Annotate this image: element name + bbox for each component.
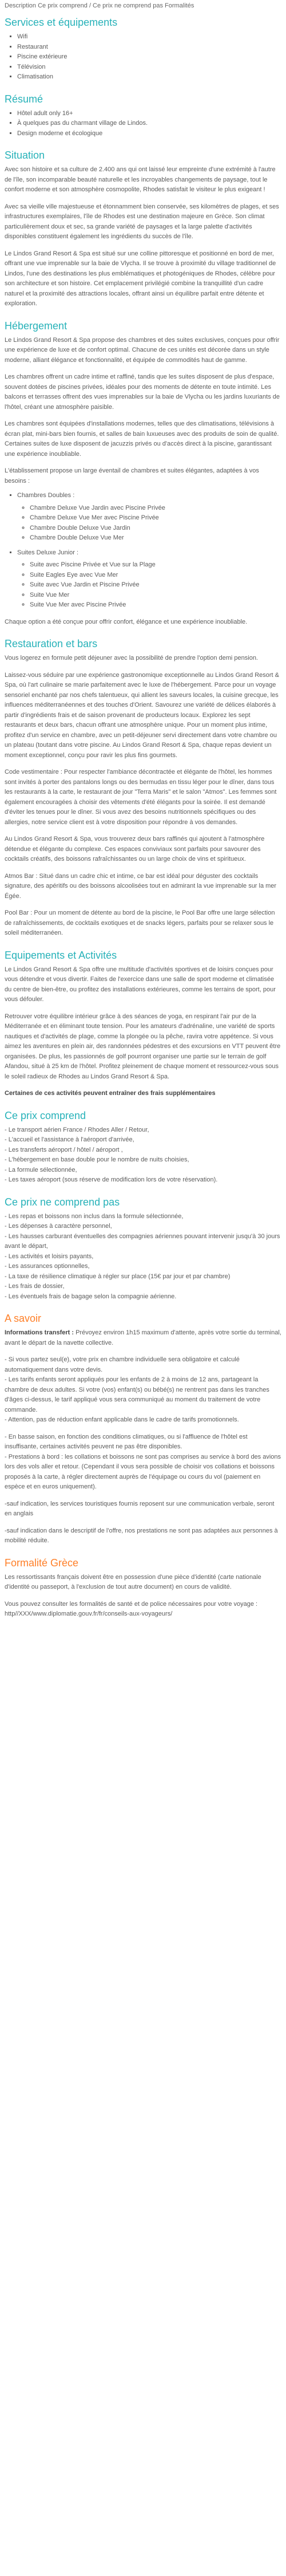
a-savoir-list-2	[5, 1432, 281, 1492]
list-item: - Les frais de dossier,	[5, 1283, 65, 1290]
list-item: - Les transferts aéroport / hôtel / aéroport ,	[5, 1146, 123, 1153]
list-item: - La formule sélectionnée,	[5, 1166, 77, 1173]
formalite-title: Formalité Grèce	[5, 1557, 79, 1569]
paragraph-bold: Certaines de ces activités peuvent entraîner des frais supplémentaires	[5, 1090, 216, 1097]
list-item: - Les repas et boissons non inclus dans la formule sélectionnée,	[5, 1212, 184, 1220]
list-item: - La taxe de résilience climatique à régler sur place (15€ par jour et par chambre)	[5, 1273, 231, 1280]
list-item: - Les assurances optionnelles,	[5, 1263, 90, 1270]
list-item: ▪ Hôtel adult only 16+	[17, 109, 281, 119]
list-item: - Les activités et loisirs payants,	[5, 1252, 94, 1260]
resume-list	[5, 109, 281, 139]
list-item: ▪ Restaurant	[17, 42, 281, 53]
services-list	[5, 32, 281, 82]
paragraph: Retrouver votre équilibre intérieur grâce à des séances de yoga, en respirant l'air pur de la Méditerranée et en éliminant toute tension. Pour les amateurs d'adrénaline, une variété de sports nautiques et d'activités de plage, comme la plongée ou la pêche, ravira votre appétence. Si vous aimez les aventures en plein air, des randonnées pédestres et des excursions en VTT peuvent être organisées. De plus, les passionnés de golf pourront organiser une partie sur le terrain de golf Afandou, situé à 25 km de l'hôtel. Profitez pleinement de chaque moment et ressourcez-vous sous le soleil radieux de Rhodes au Lindos Grand Resort & Spa.	[5, 1013, 281, 1080]
paragraph: Code vestimentaire : Pour respecter l'ambiance décontractée et élégante de l'hôtel, les hommes sont invités à porter des pantalons longs ou des bermudas en tissu léger pour le dîner, dans tous les restaurants à la carte, le restaurant de jour "Terra Maris" et le salon "Atmos". Les femmes sont également encouragées à choisir des vêtements d'été élégants pour la soirée. Il est demandé d'éviter les tenues pour le dîner. Si vous avez des besoins nutritionnels spécifiques ou des allergies, notre service client est à votre disposition pour répondre à vos demandes.	[5, 769, 277, 826]
equipements-title: Equipements et Activités	[5, 949, 117, 961]
paragraph: Chaque option a été conçue pour offrir confort, élégance et une expérience inoubliable.	[5, 618, 248, 625]
list-item: - Les taxes aéroport (sous réserve de modification lors de votre réservation).	[5, 1176, 218, 1183]
transfer-info	[5, 1328, 281, 1348]
list-item: - L'accueil et l'assistance à l'aéroport d'arrivée,	[5, 1136, 134, 1143]
paragraph: Pool Bar : Pour un moment de détente au bord de la piscine, le Pool Bar offre une large sélection de rafraîchissements, de cocktails exotiques et de snacks légers, parfaits pour se relaxer sous le soleil méditerranéen.	[5, 909, 275, 936]
room-group	[17, 548, 281, 610]
paragraph: Avec son histoire et sa culture de 2.400 ans qui ont laissé leur empreinte d'une extrémité à l'autre de l'île, son incomparable beauté naturelle et les incroyables changements de paysage, tout le confort moderne et son atmosphère cosmopolite, Rhodes satisfait le visiteur le plus exigeant !	[5, 166, 276, 193]
room-list	[17, 503, 281, 543]
list-item: ◦ Suite avec Vue Jardin et Piscine Privée	[30, 580, 281, 590]
list-item: ◦ Chambre Deluxe Vue Mer avec Piscine Privée	[30, 513, 281, 523]
paragraph: L'établissement propose un large éventail de chambres et suites élégantes, adaptées à vos besoins :	[5, 467, 259, 485]
comprend-title: Ce prix comprend	[5, 1109, 86, 1121]
restauration-title: Restauration et bars	[5, 638, 98, 649]
ne-comprend-title: Ce prix ne comprend pas	[5, 1196, 120, 1208]
list-item: ▪ Design moderne et écologique	[17, 129, 281, 139]
list-item: - Attention, pas de réduction enfant applicable dans le cadre de tarifs promotionnels.	[5, 1416, 239, 1423]
room-groups	[5, 491, 281, 610]
list-item: ◦ Chambre Deluxe Vue Jardin avec Piscine Privée	[30, 503, 281, 514]
paragraph: Les chambres sont équipées d'installations modernes, telles que des climatisations, télévisions à écran plat, mini-bars bien fournis, et salles de bain luxueuses avec des produits de soin de qualité. Certaines suites de luxe disposent de jacuzzis privés ou d'accès direct à la piscine, garantissant une expérience inoubliable.	[5, 420, 279, 458]
paragraph: -sauf indication dans le descriptif de l'offre, nos prestations ne sont pas adaptées aux personnes à mobilité réduite.	[5, 1527, 278, 1544]
room-group-label: Chambres Doubles :	[17, 492, 75, 499]
paragraph: -sauf indication, les services touristiques fournis reposent sur une communication verbale, seront en anglais	[5, 1500, 275, 1517]
list-item: - Les tarifs enfants seront appliqués pour les enfants de 2 à moins de 12 ans, partageant la chambre de deux adultes. Si votre (vos) enfant(s) ou bébé(s) ne rentrent pas dans les tranches d'âges ci-dessus, le tarif appliqué vous sera communiqué au moment du traitement de votre commande.	[5, 1376, 269, 1413]
ne-comprend-list	[5, 1212, 281, 1302]
paragraph: Au Lindos Grand Resort & Spa, vous trouverez deux bars raffinés qui ajoutent à l'atmosphère détendue et élégante du complexe. Ces espaces conviviaux sont parfaits pour savourer des cocktails créatifs, des boissons rafraîchissantes ou un large choix de vins et spiritueux.	[5, 836, 265, 862]
paragraph: Avec sa vieille ville majestueuse et étonnamment bien conservée, ses kilomètres de plages, et ses infrastructures exemplaires, l'île de Rhodes est une destination majeure en Grèce. Son climat particulièrement doux et sec, sa grande variété de paysages et la large palette d'activités disponibles constituent également les ingrédients du succès de l'île.	[5, 203, 279, 240]
list-item: - Les hausses carburant éventuelles des compagnies aériennes pouvant intervenir jusqu'à 30 jours avant le départ,	[5, 1232, 280, 1250]
hebergement-title: Hébergement	[5, 320, 67, 332]
room-group	[17, 491, 281, 543]
paragraph: Les ressortissants français doivent être en possession d'une pièce d'identité (carte nationale d'identité ou passeport, à l'exclusion de tout autre document) en cours de validité.	[5, 1573, 261, 1590]
list-item: - Les dépenses à caractère personnel,	[5, 1223, 112, 1230]
list-item: ◦ Suite avec Piscine Privée et Vue sur la Plage	[30, 560, 281, 570]
list-item: ◦ Suite Vue Mer avec Piscine Privée	[30, 600, 281, 610]
list-item: - Si vous partez seul(e), votre prix en chambre individuelle sera obligatoire et calculé automatiquement dans votre devis.	[5, 1356, 240, 1373]
a-savoir-title: A savoir	[5, 1313, 42, 1324]
room-group-label: Suites Deluxe Junior :	[17, 549, 78, 556]
paragraph: Vous pouvez consulter les formalités de santé et de police nécessaires pour votre voyage : http//XXX/www.diplomatie.gouv.fr/fr/conseils-aux-voyageurs/	[5, 1600, 258, 1617]
list-item: ▪ Climatisation	[17, 72, 281, 82]
list-item: - Le transport aérien France / Rhodes Aller / Retour,	[5, 1126, 149, 1133]
room-list	[17, 560, 281, 610]
a-savoir-list-1	[5, 1355, 281, 1425]
list-item: ▪ Piscine extérieure	[17, 52, 281, 62]
list-item: ◦ Suite Vue Mer	[30, 590, 281, 601]
list-item: ▪ À quelques pas du charmant village de Lindos.	[17, 119, 281, 129]
services-title: Services et équipements	[5, 17, 118, 28]
list-item: ◦ Suite Eagles Eye avec Vue Mer	[30, 570, 281, 581]
list-item: ◦ Chambre Double Deluxe Vue Jardin	[30, 523, 281, 534]
tabs-line: Description Ce prix comprend / Ce prix ne comprend pas Formalités	[5, 2, 194, 9]
paragraph: Le Lindos Grand Resort & Spa offre une multitude d'activités sportives et de loisirs conçues pour vous détendre et vous divertir. Faites de l'exercice dans une salle de sport moderne et climatisée du centre de bien-être, ou profitez des installations extérieures, comme les terrains de sport, pour vous défouler.	[5, 966, 276, 1003]
list-item: ◦ Chambre Double Deluxe Vue Mer	[30, 533, 281, 543]
paragraph: Laissez-vous séduire par une expérience gastronomique exceptionnelle au Lindos Grand Resort & Spa, où l'art culinaire se marie parfaitement avec le luxe de l'hébergement. Parce pour un voyage sensoriel enchanté par nos chefs talentueux, qui allient les saveurs locales, la cuisine grecque, les influences méditerranéennes et des touches d'Orient. Savourez une variété de délices élaborés à partir d'ingrédients frais et de saison provenant de producteurs locaux. Explorez les sept restaurants et deux bars, chacun offrant une atmosphère unique. Pour un moment plus intime, profitez d'un service en chambre, avec un petit-déjeuner servi directement dans votre chambre ou un plateau (toutant dans votre piscine. Au Lindos Grand Resort & Spa, chaque repas devient un moment exceptionnel, conçu pour ravir les plus fins gourmets.	[5, 671, 280, 759]
list-item: - L'hébergement en base double pour le nombre de nuits choisies,	[5, 1156, 189, 1163]
list-item: ▪ Télévision	[17, 62, 281, 73]
list-item: - Les éventuels frais de bagage selon la compagnie aérienne.	[5, 1293, 177, 1300]
transfer-info-text: Prévoyez environ 1h15 maximum d'attente, après votre sortie du terminal, avant le départ de la navette collective.	[5, 1329, 281, 1346]
situation-title: Situation	[5, 149, 45, 161]
paragraph: Le Lindos Grand Resort & Spa propose des chambres et des suites exclusives, conçues pour offrir une expérience de luxe et de confort optimal. Chacune de ces unités est décorée dans un style moderne, alliant élégance et fonctionnalité, et équipée de commodités haut de gamme.	[5, 336, 280, 364]
paragraph: Vous logerez en formule petit déjeuner avec la possibilité de prendre l'option demi pension.	[5, 655, 258, 661]
paragraph: Atmos Bar : Situé dans un cadre chic et intime, ce bar est idéal pour déguster des cocktails signature, des apéritifs ou des boissons alcoolisées tout en admirant la vue imprenable sur la mer Égée.	[5, 872, 277, 900]
transfer-info-label: Informations transfert :	[5, 1329, 74, 1336]
list-item: - En basse saison, en fonction des conditions climatiques, ou si l'affluence de l'hôtel est insuffisante, certaines activités peuvent ne pas être disponibles.	[5, 1433, 248, 1450]
comprend-list	[5, 1125, 281, 1185]
list-item: - Prestations à bord : les collations et boissons ne sont pas comprises au service à bord des avions lors des vols aller et retour. (Cependant il vous sera possible de choisir vos collations et boissons proposés à la carte, à régler directement auprès de l'équipage ou cours du vol (paiement en espèce et en euros uniquement).	[5, 1453, 281, 1490]
resume-title: Résumé	[5, 93, 43, 105]
paragraph: Les chambres offrent un cadre intime et raffiné, tandis que les suites disposent de plus d'espace, souvent dotées de piscines privées, idéales pour des moments de détente en toute intimité. Les balcons et terrasses offrent des vues imprenables sur la baie de Vlycha ou les jardins luxuriants de l'hôtel, créant une atmosphère paisible.	[5, 373, 280, 411]
paragraph: Le Lindos Grand Resort & Spa est situé sur une colline pittoresque et positionné en bord de mer, offrant une vue imprenable sur la baie de Vlycha. Il se trouve à proximité du village traditionnel de Lindos, l'une des destinations les plus emblématiques et photogéniques de Rhodes, célèbre pour son architecture et son histoire. Cet emplacement privilégié combine la tranquillité d'un cadre naturel et la proximité des attractions locales, offrant ainsi un équilibre parfait entre détente et exploration.	[5, 250, 276, 307]
list-item: ▪ Wifi	[17, 32, 281, 42]
